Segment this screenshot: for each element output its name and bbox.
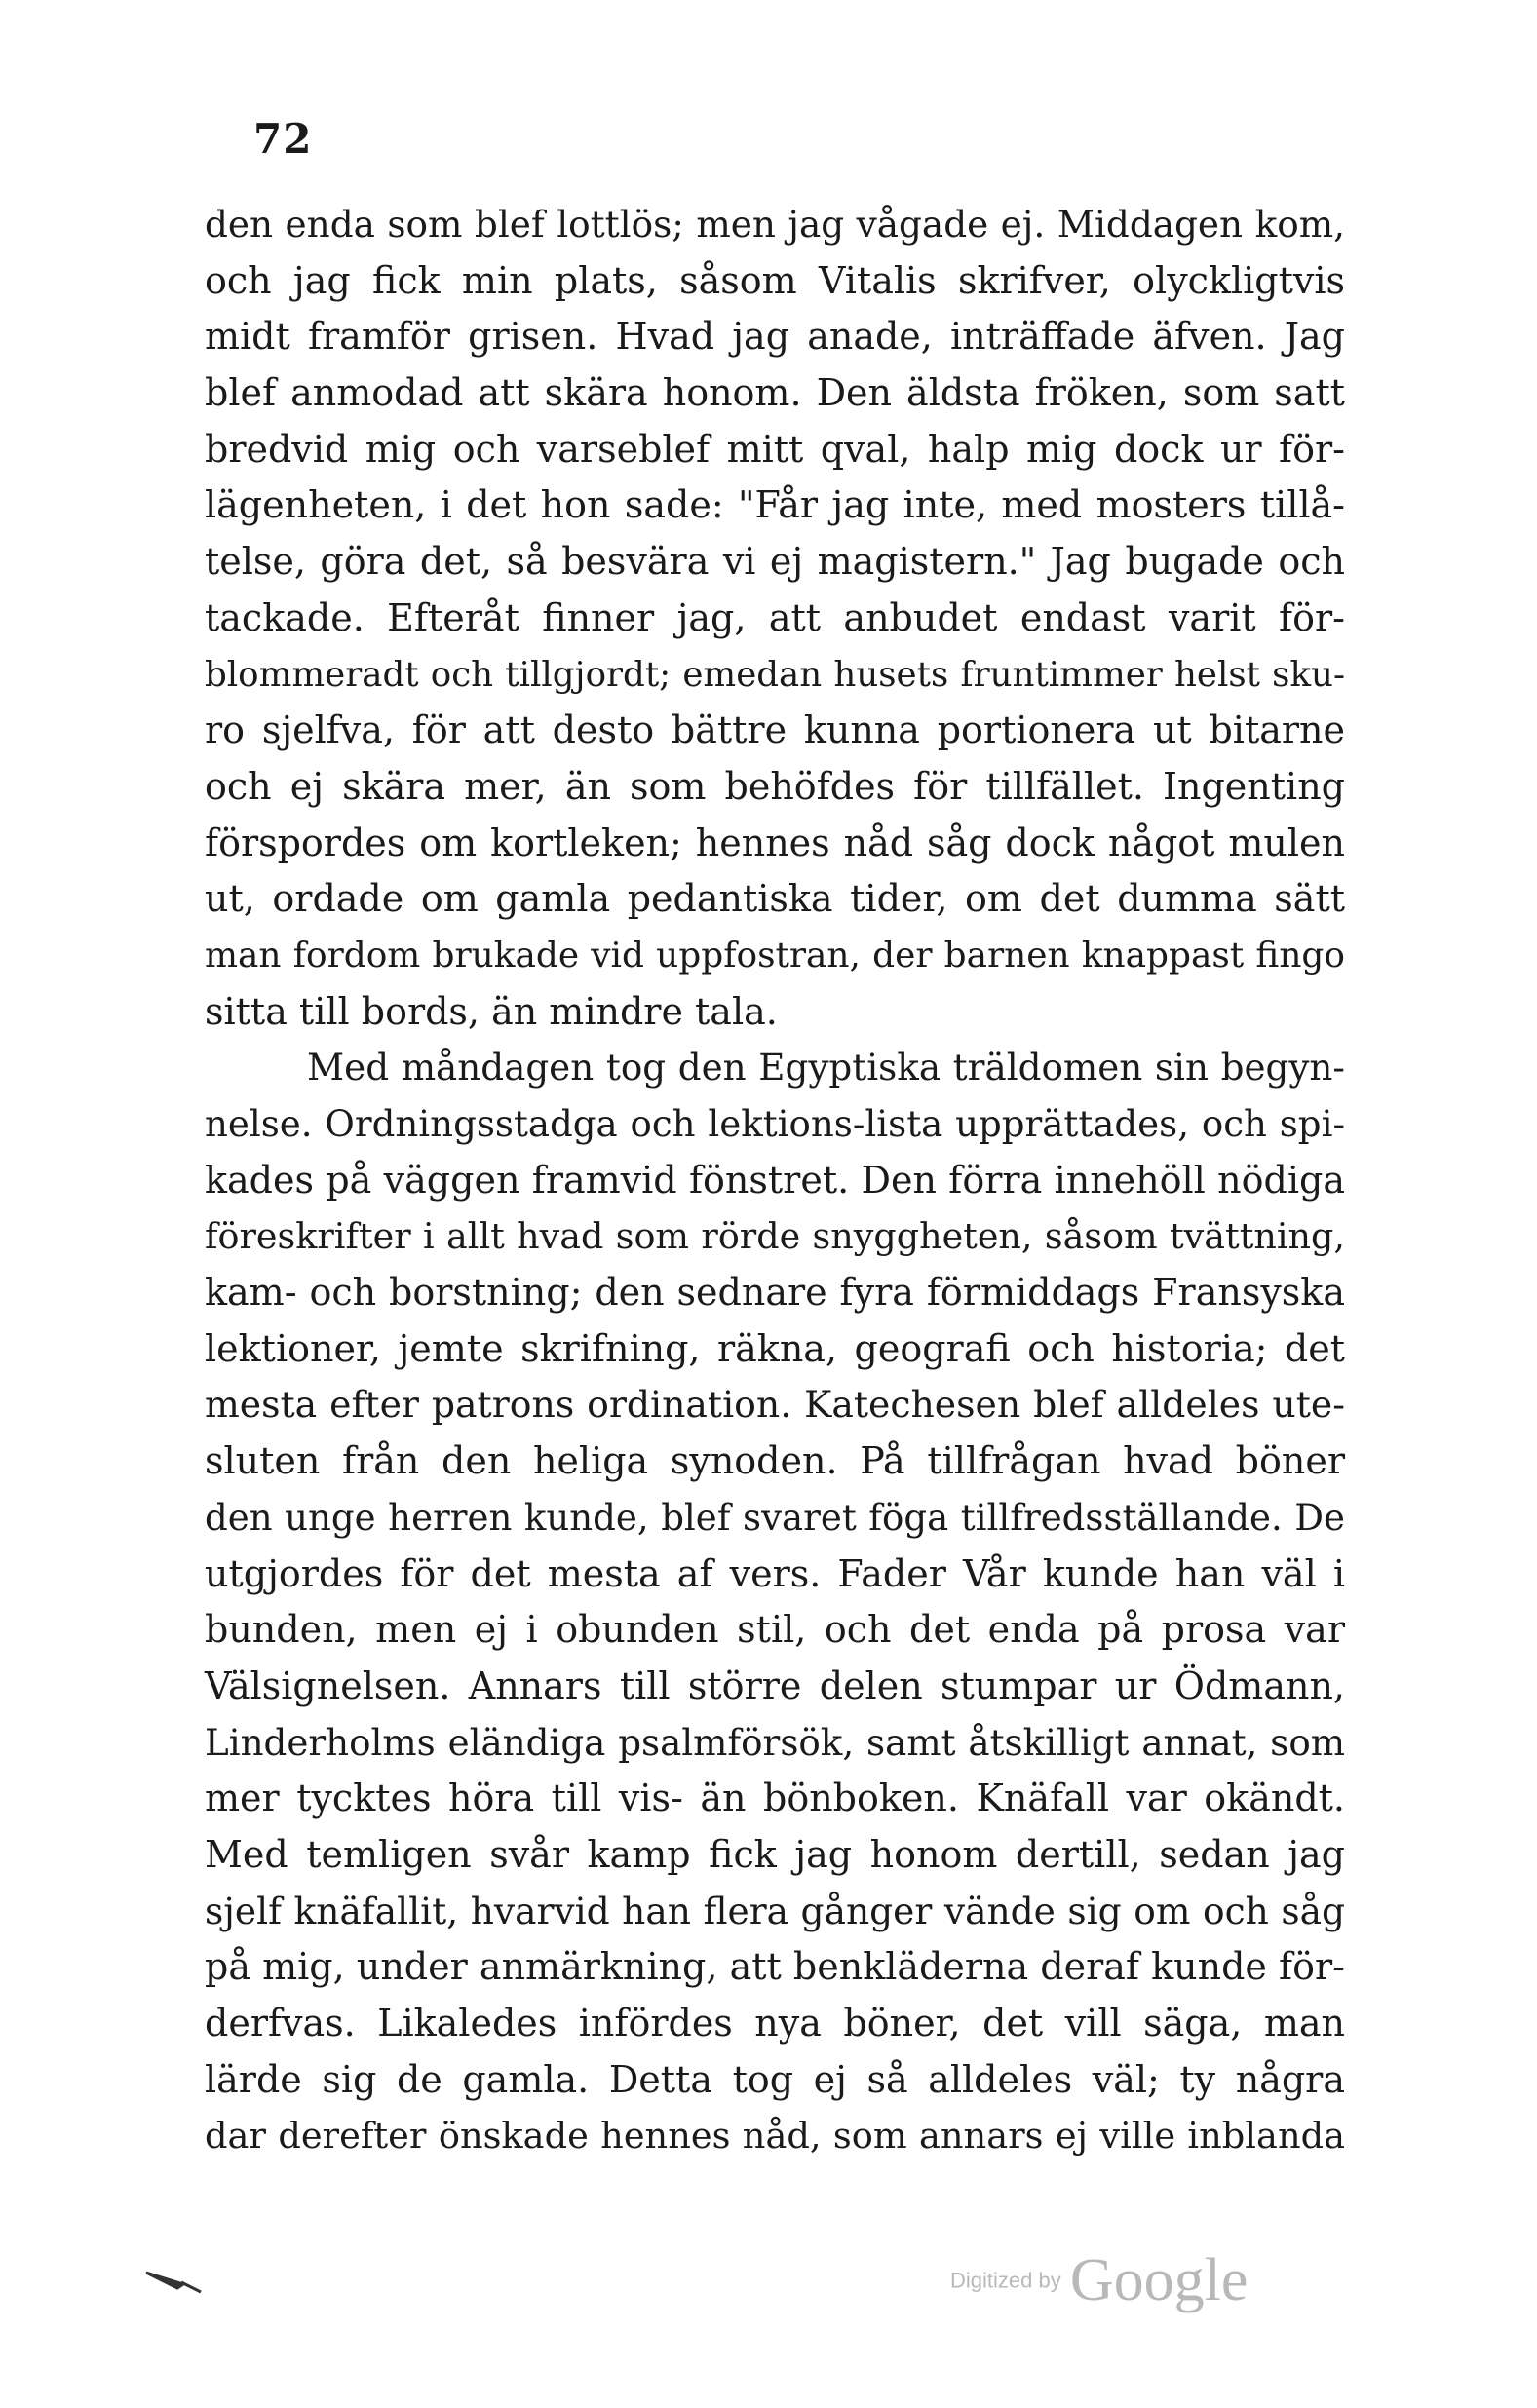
text-line: Med måndagen tog den Egyptiska träldomen sin begyn- bbox=[307, 1046, 1345, 1089]
text-line: lägenheten, i det hon sade: "Får jag inte, med mosters tillå- bbox=[205, 483, 1345, 527]
digitized-by-google-watermark bbox=[950, 2246, 1248, 2315]
text-line: derfvas. Likaledes infördes nya böner, det vill säga, man bbox=[205, 2002, 1345, 2045]
paragraph-1 bbox=[205, 197, 1345, 1040]
text-line: och jag fick min plats, såsom Vitalis skrifver, olyckligtvis bbox=[205, 258, 1345, 302]
text-line: den enda som blef lottlös; men jag vågade ej. Middagen kom, bbox=[205, 203, 1345, 246]
paragraph-2 bbox=[205, 1040, 1345, 2164]
text-line: lärde sig de gamla. Detta tog ej så alldeles väl; ty några bbox=[205, 2057, 1345, 2101]
text-line: på mig, under anmärkning, att benkläderna deraf kunde för- bbox=[205, 1945, 1345, 1989]
text-line: bunden, men ej i obunden stil, och det enda på prosa var bbox=[205, 1608, 1345, 1652]
text-line: sitta till bords, än mindre tala. bbox=[205, 989, 778, 1033]
text-line: den unge herren kunde, blef svaret föga tillfredsställande. De bbox=[205, 1496, 1345, 1539]
text-line: blef anmodad att skära honom. Den äldsta fröken, som satt bbox=[205, 371, 1345, 415]
text-line: utgjordes för det mesta af vers. Fader Vår kunde han väl i bbox=[205, 1551, 1345, 1595]
text-line: dar derefter önskade hennes nåd, som annars ej ville inblanda bbox=[205, 2115, 1345, 2158]
text-line: nelse. Ordningsstadga och lektions-lista upprättades, och spi- bbox=[205, 1103, 1345, 1145]
text-line: mesta efter patrons ordination. Katechesen blef alldeles ute- bbox=[205, 1383, 1345, 1427]
body-text bbox=[205, 197, 1345, 2164]
text-line: Med temligen svår kamp fick jag honom dertill, sedan jag bbox=[205, 1832, 1345, 1876]
text-line: kades på väggen framvid fönstret. Den förra innehöll nödiga bbox=[205, 1158, 1345, 1202]
text-line: blommeradt och tillgjordt; emedan husets fruntimmer helst sku- bbox=[205, 654, 1345, 695]
text-line: sjelf knäfallit, hvarvid han flera gånger vände sig om och såg bbox=[205, 1889, 1345, 1932]
text-line: Välsignelsen. Annars till större delen stumpar ur Ödmann, bbox=[205, 1663, 1345, 1707]
text-line: kam- och borstning; den sednare fyra förmiddags Fransyska bbox=[205, 1271, 1345, 1315]
ink-mark bbox=[144, 2271, 203, 2296]
text-line: ut, ordade om gamla pedantiska tider, om det dumma sätt bbox=[205, 877, 1345, 921]
watermark-prefix: Digitized by bbox=[950, 2268, 1061, 2293]
text-line: ro sjelfva, för att desto bättre kunna portionera ut bitarne bbox=[205, 708, 1345, 752]
text-line: telse, göra det, så besvära vi ej magistern." Jag bugade och bbox=[205, 540, 1345, 584]
page-number: 72 bbox=[253, 115, 313, 163]
text-line: bredvid mig och varseblef mitt qval, halp mig dock ur för- bbox=[205, 427, 1345, 471]
text-line: föreskrifter i allt hvad som rörde snyggheten, såsom tvättning, bbox=[205, 1215, 1345, 1258]
text-line: och ej skära mer, än som behöfdes för tillfället. Ingenting bbox=[205, 764, 1345, 808]
watermark-brand: Google bbox=[1069, 2247, 1249, 2313]
text-line: midt framför grisen. Hvad jag anade, inträffade äfven. Jag bbox=[205, 315, 1345, 359]
text-line: lektioner, jemte skrifning, räkna, geografi och historia; det bbox=[205, 1326, 1345, 1370]
text-line: Linderholms eländiga psalmförsök, samt åtskilligt annat, som bbox=[205, 1720, 1345, 1764]
text-line: man fordom brukade vid uppfostran, der barnen knappast fingo bbox=[205, 935, 1345, 975]
text-line: sluten från den heliga synoden. På tillfrågan hvad böner bbox=[205, 1439, 1345, 1483]
text-line: mer tycktes höra till vis- än bönboken. Knäfall var okändt. bbox=[205, 1777, 1345, 1820]
text-line: förspordes om kortleken; hennes nåd såg dock något mulen bbox=[205, 821, 1345, 864]
text-line: tackade. Efteråt finner jag, att anbudet endast varit för- bbox=[205, 595, 1345, 639]
